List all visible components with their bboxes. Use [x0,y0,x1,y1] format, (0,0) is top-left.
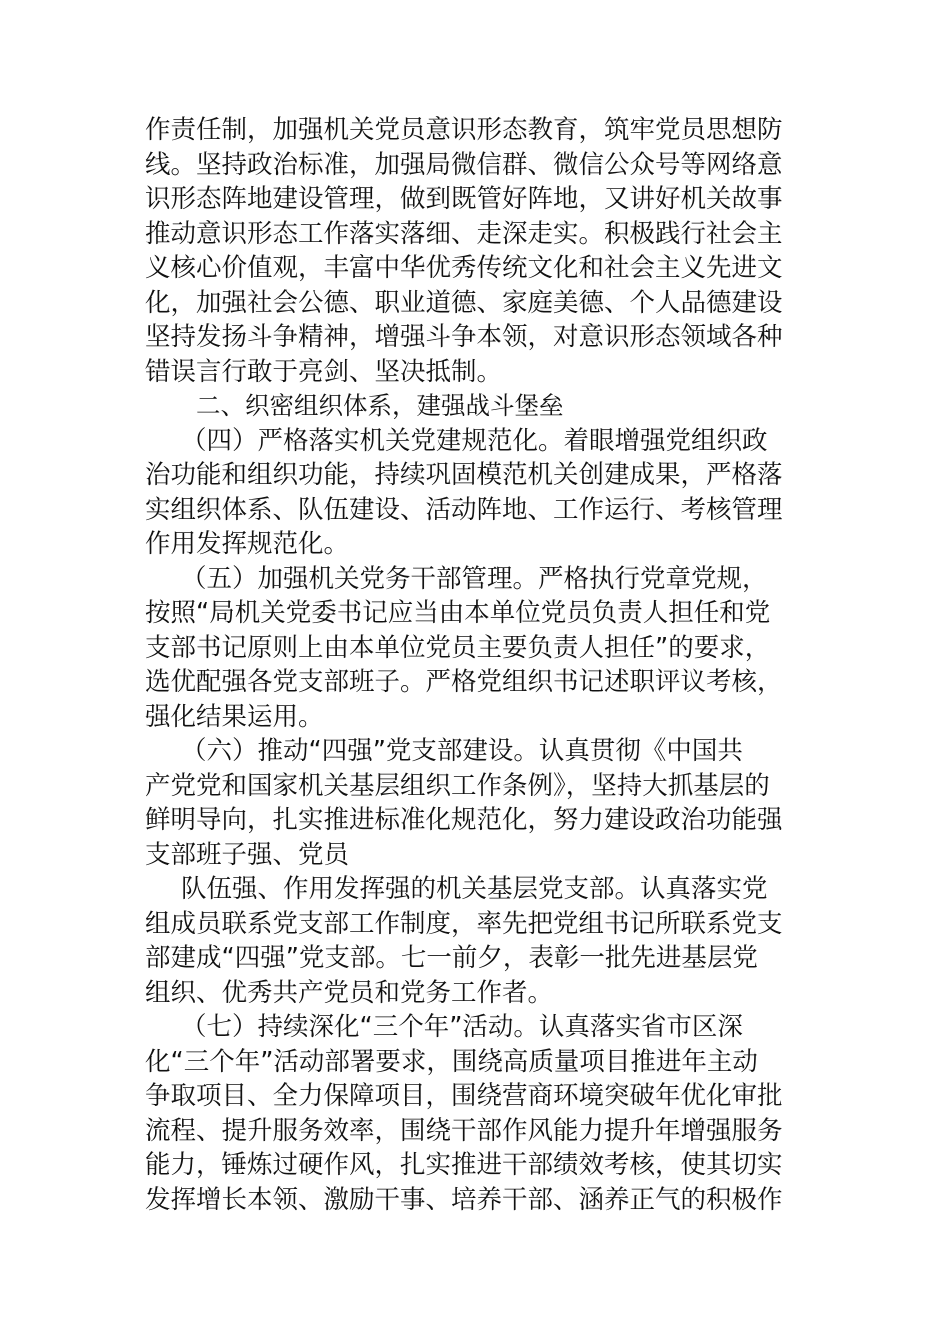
text-line: 线。坚持政治标准，加强局微信群、微信公众号等网络意 [145,149,783,180]
text-line: 化“三个年”活动部署要求，围绕高质量项目推进年主动 [145,1046,758,1077]
text-line: 支部班子强、党员 [145,839,350,870]
text-line: 治功能和组织功能，持续巩固模范机关创建成果，严格落 [145,460,783,490]
text-line: 支部书记原则上由本单位党员主要负责人担任”的要求， [145,632,771,663]
text-line: 能力，锤炼过硬作风，扎实推进干部绩效考核，使其切实 [145,1150,783,1180]
text-line: 推动意识形态工作落实落细、走深走实。积极践行社会主 [145,218,783,249]
text-line: 组织、优秀共产党员和党务工作者。 [145,977,554,1008]
text-line: 发挥增长本领、激励干事、培养干部、涵养正气的积极作 [145,1184,783,1215]
text-line: 作责任制，加强机关党员意识形态教育，筑牢党员思想防 [145,115,783,145]
text-line: 流程、提升服务效率，围绕干部作风能力提升年增强服务 [145,1115,783,1146]
text-line: 坚持发扬斗争精神，增强斗争本领，对意识形态领域各种 [145,322,783,352]
paragraph-first-line: 队伍强、作用发挥强的机关基层党支部。认真落实党 [181,874,768,904]
section-heading: 二、织密组织体系，建强战斗堡垒 [196,391,564,420]
text-line: 选优配强各党支部班子。严格党组织书记述职评议考核， [145,667,783,697]
text-line: 产党党和国家机关基层组织工作条例》，坚持大抓基层的 [145,770,770,801]
text-line: 鲜明导向，扎实推进标准化规范化，努力建设政治功能强 [145,805,783,835]
text-line: 组成员联系党支部工作制度，率先把党组书记所联系党支 [145,908,783,939]
text-line: 错误言行敢于亮剑、坚决抵制。 [145,356,503,387]
text-line: 争取项目、全力保障项目，围绕营商环境突破年优化审批 [145,1081,783,1111]
text-line: 化，加强社会公德、职业道德、家庭美德、个人品德建设 [145,287,783,318]
text-line: 作用发挥规范化。 [145,529,350,559]
paragraph-first-line: （四）严格落实机关党建规范化。着眼增强党组织政 [181,425,768,456]
text-line: 义核心价值观，丰富中华优秀传统文化和社会主义先进文 [145,253,783,283]
paragraph-first-line: （六）推动“四强”党支部建设。认真贯彻《中国共 [181,736,743,766]
text-line: 部建成“四强”党支部。七一前夕，表彰一批先进基层党 [145,943,758,973]
text-line: 按照“局机关党委书记应当由本单位党员负责人担任和党 [145,598,771,628]
document-body [145,113,810,1217]
paragraph-first-line: （五）加强机关党务干部管理。严格执行党章党规， [181,563,768,594]
text-line: 识形态阵地建设管理，做到既管好阵地，又讲好机关故事 [145,184,783,214]
text-line: 实组织体系、队伍建设、活动阵地、工作运行、考核管理 [145,494,783,525]
text-line: 强化结果运用。 [145,701,324,732]
paragraph-first-line: （七）持续深化“三个年”活动。认真落实省市区深 [181,1012,743,1042]
